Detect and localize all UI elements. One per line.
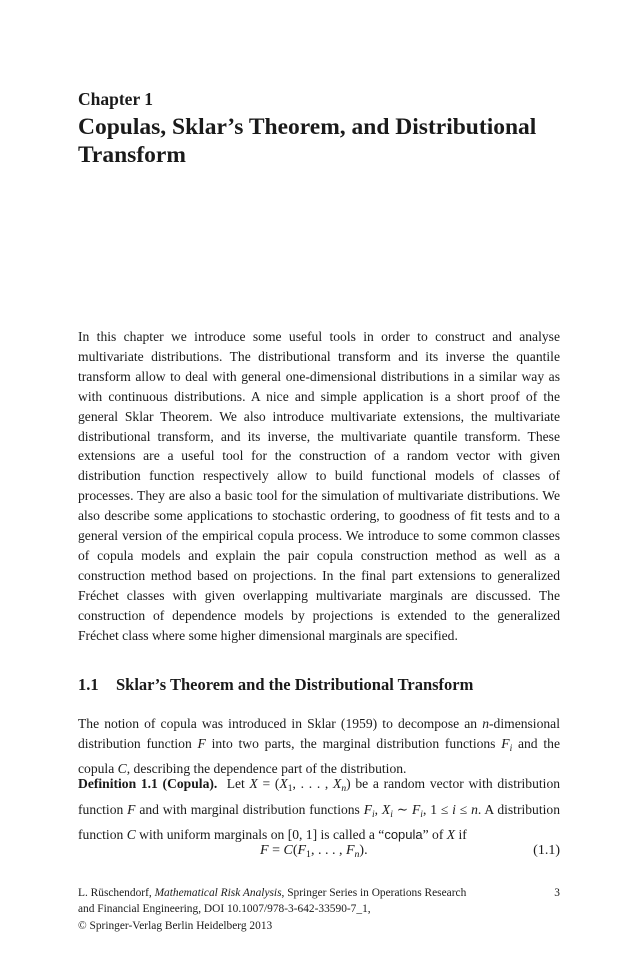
definition-paragraph: Definition 1.1 (Copula). Let $X = (X_1$, . . . , $X_n$) be a random vector with distribution function F and with marginal distribution functions $F_i$, $X_i$ ∼ $F_i$, 1 ≤ i ≤ n. A distribution function C with uniform marginals on [0, 1] is called a “copula” of X if bbox=[78, 776, 561, 843]
section-number: 1.1 bbox=[78, 675, 99, 694]
footer-line-2: and Financial Engineering, DOI 10.1007/978-3-642-33590-7_1, bbox=[78, 903, 371, 916]
page-number: 3 bbox=[554, 887, 560, 899]
section-title: Sklar’s Theorem and the Distributional Transform bbox=[116, 675, 474, 694]
equation-number: (1.1) bbox=[533, 843, 560, 858]
intro-paragraph: The notion of copula was introduced in Sklar (1959) to decompose an n-dimensional distribution function F into two parts, the marginal distribution functions $F_i$ and the copula C, describing the dependence part of the distribution. bbox=[78, 716, 560, 777]
chapter-title: Copulas, Sklar’s Theorem, and Distributional Transform bbox=[78, 114, 537, 168]
footer-line-1: L. Rüschendorf, Mathematical Risk Analysis, Springer Series in Operations Research bbox=[78, 887, 467, 899]
equation-body: $F = C(F_1$, . . . , $F_n$). bbox=[260, 843, 368, 860]
chapter-label: Chapter 1 bbox=[78, 89, 154, 109]
footer-citation bbox=[78, 885, 560, 934]
definition-label: Definition 1.1 (Copula). bbox=[78, 776, 218, 791]
chapter-abstract: In this chapter we introduce some useful tools in order to construct and analyse multivariate distributions. The distributional transform and its inverse the quantile transform allow to deal with general one-dimensional distributions in a similar way as with continuous distributions. A nice and simple application is a short proof of the general Sklar Theorem. We also introduce multivariate extensions, the multivariate distributional transform, and its inverse, the multivariate quantile transform. These extensions are a useful tool for the construction of a random vector with given distribution function respectively allow to build functional models of classes of processes. They are also a basic tool for the simulation of multivariate distributions. We also describe some applications to stochastic ordering, to goodness of fit tests and to a general version of the empirical copula process. We introduce to some common classes of copula models and explain the pair copula construction method as well as a construction method based on projections. In the final part extensions to generalized Fréchet classes with given overlapping multivariate marginals are discussed. The construction of dependence models by projections is extended to the generalized Fréchet class where some higher dimensional marginals are specified. bbox=[78, 329, 560, 643]
footer-line-3: © Springer-Verlag Berlin Heidelberg 2013 bbox=[78, 919, 273, 932]
section-heading bbox=[78, 675, 473, 695]
